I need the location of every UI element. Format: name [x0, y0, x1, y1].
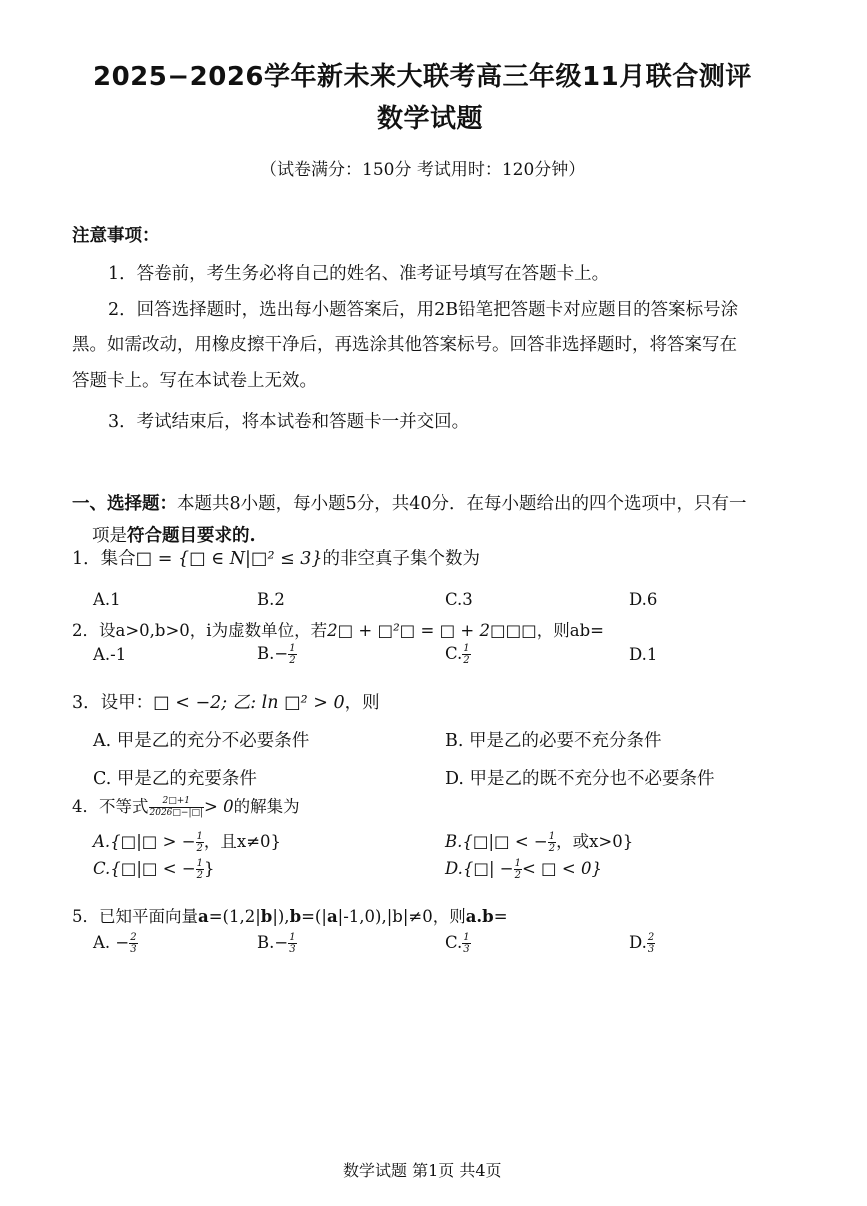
q5-d-numerator: 2: [647, 932, 655, 943]
section-heading-text: 本题共8小题，每小题5分，共40分．在每小题给出的四个选项中，只有一: [177, 494, 747, 514]
q5-b-numerator: 1: [289, 932, 296, 943]
q1-option-a: A.1: [93, 590, 121, 609]
section-heading-emphasis: 符合题目要求的.: [127, 526, 256, 546]
q4-a-suffix: ，且x≠0}: [203, 832, 282, 851]
q4-math: > 0: [204, 797, 234, 816]
q2-b-denominator: 2: [289, 655, 296, 666]
q2-option-a: A.-1: [93, 645, 127, 664]
q5-text-end: =: [493, 907, 508, 926]
page-footer: 数学试题 第1页 共4页: [343, 1161, 502, 1180]
q3-suffix: ，则: [344, 693, 380, 713]
q4-stem-fraction: [149, 796, 205, 819]
q2-c-numerator: 1: [463, 643, 470, 654]
question-3-stem: [72, 685, 380, 722]
q5-d-prefix: D.: [629, 933, 647, 952]
q2-b-numerator: 1: [289, 643, 296, 654]
q5-a-fraction: [129, 932, 137, 955]
q2-suffix: ，则ab=: [536, 621, 604, 640]
notice-item-2-line-2: 黑。如需改动，用橡皮擦干净后，再选涂其他答案标号。回答非选择题时，将答案写在: [72, 335, 737, 355]
q5-text-2: |),: [272, 907, 290, 926]
q4-stem-numerator: 2□+1: [149, 796, 205, 808]
exam-title: 2025−2026学年新未来大联考高三年级11月联合测评: [93, 62, 752, 92]
q3-math: □ < −2; 乙: ln □² > 0: [153, 693, 345, 713]
q4-b-numerator: 1: [548, 831, 556, 842]
q5-b-fraction: [288, 932, 296, 955]
q5-c-numerator: 1: [463, 932, 470, 943]
q5-option-d: [629, 932, 655, 955]
question-2-stem: [72, 617, 604, 641]
q4-option-d: [445, 858, 602, 881]
section-heading-prefix: 项是: [92, 526, 127, 546]
question-5-stem: [72, 903, 508, 927]
q4-c-suffix: }: [204, 859, 215, 878]
q5-a-prefix: A. −: [93, 933, 130, 952]
question-4-stem: [72, 793, 300, 819]
q4-a-prefix: A.{□|□ > −: [93, 832, 196, 851]
q4-b-fraction: [548, 831, 556, 854]
q3-option-b: B. 甲是乙的必要不充分条件: [445, 731, 662, 751]
q2-prefix: 2．设a>0,b>0，i为虚数单位，若: [72, 621, 328, 640]
q4-c-fraction: [196, 858, 204, 881]
q4-c-prefix: C.{□|□ < −: [93, 859, 196, 878]
q4-prefix: 4．不等式: [72, 797, 149, 816]
q4-b-denominator: 2: [548, 843, 556, 854]
q5-c-denominator: 3: [463, 944, 470, 955]
q4-a-numerator: 1: [196, 831, 203, 842]
q4-d-denominator: 2: [514, 870, 521, 881]
q2-math: 2□ + □²□ = □ + 2□□□: [327, 621, 537, 640]
q2-option-c: [445, 643, 471, 666]
notice-item-2-line-1: 2．回答选择题时，选出每小题答案后，用2B铅笔把答题卡对应题目的答案标号涂: [108, 300, 739, 320]
q1-option-b: B.2: [257, 590, 285, 609]
q4-c-numerator: 1: [196, 858, 204, 869]
q4-b-suffix: ，或x>0}: [556, 832, 634, 851]
q5-vector-b-1: b: [260, 907, 273, 926]
q2-b-prefix: B.−: [257, 644, 289, 663]
q2-c-prefix: C.: [445, 644, 463, 663]
q1-option-c: C.3: [445, 590, 473, 609]
q4-c-denominator: 2: [196, 870, 204, 881]
q4-suffix: 的解集为: [233, 797, 300, 816]
q1-suffix: 的非空真子集个数为: [322, 549, 481, 569]
q1-math: □ = {□ ∈ N|□² ≤ 3}: [135, 549, 323, 569]
q5-b-denominator: 3: [289, 944, 296, 955]
q3-option-a: A. 甲是乙的充分不必要条件: [93, 731, 310, 751]
q4-d-prefix: D.{□| −: [445, 859, 514, 878]
q5-vector-a: a: [198, 907, 209, 926]
q2-option-d: D.1: [629, 645, 658, 664]
q4-a-fraction: [196, 831, 204, 854]
q4-option-a: [93, 828, 281, 854]
notice-item-3: 3．考试结束后，将本试卷和答题卡一并交回。: [108, 412, 470, 432]
q5-text-3: =(|: [301, 907, 327, 926]
q5-option-a: [93, 932, 138, 955]
q4-d-fraction: [514, 858, 522, 881]
q2-c-fraction: [462, 643, 470, 666]
q5-a-numerator: 2: [130, 932, 137, 943]
q4-option-c: [93, 858, 215, 881]
exam-subtitle: （试卷满分：150分 考试用时：120分钟）: [260, 160, 586, 180]
q2-option-b: [257, 643, 297, 666]
q5-prefix: 5．已知平面向量: [72, 907, 198, 926]
q5-text-4: |-1,0),|b|≠0，则: [337, 907, 466, 926]
q2-b-fraction: [288, 643, 296, 666]
q5-a-denominator: 3: [130, 944, 137, 955]
q3-option-c: C. 甲是乙的充要条件: [93, 769, 257, 789]
q3-prefix: 3．设甲：: [72, 693, 154, 713]
section-heading-label: 一、选择题：: [72, 494, 177, 514]
notice-item-2-line-3: 答题卡上。写在本试卷上无效。: [72, 371, 317, 391]
q1-option-d: D.6: [629, 590, 658, 609]
q5-c-fraction: [462, 932, 470, 955]
q4-option-b: [445, 828, 633, 854]
q5-option-c: [445, 932, 471, 955]
notice-item-1: 1．答卷前，考生务必将自己的姓名、准考证号填写在答题卡上。: [108, 264, 610, 284]
q1-prefix: 1．集合: [72, 549, 136, 569]
question-1-stem: [72, 541, 480, 578]
q5-dot-product: a.b: [465, 907, 494, 926]
notice-heading: 注意事项：: [72, 226, 160, 246]
subject-title: 数学试题: [377, 104, 484, 134]
q5-d-denominator: 3: [647, 944, 655, 955]
q4-stem-denominator: 2026□−|□|: [149, 808, 204, 818]
q5-option-b: [257, 932, 297, 955]
q5-vector-a-2: a: [326, 907, 338, 926]
q5-b-prefix: B.−: [257, 933, 289, 952]
q2-c-denominator: 2: [463, 655, 470, 666]
q4-b-prefix: B.{□|□ < −: [445, 832, 548, 851]
q4-d-numerator: 1: [514, 858, 521, 869]
q4-a-denominator: 2: [196, 843, 203, 854]
q4-d-suffix: < □ < 0}: [521, 859, 602, 878]
q3-option-d: D. 甲是乙的既不充分也不必要条件: [445, 769, 715, 789]
q5-d-fraction: [647, 932, 655, 955]
q5-text-1: =(1,2|: [208, 907, 261, 926]
q5-c-prefix: C.: [445, 933, 463, 952]
q5-vector-b-2: b: [289, 907, 302, 926]
